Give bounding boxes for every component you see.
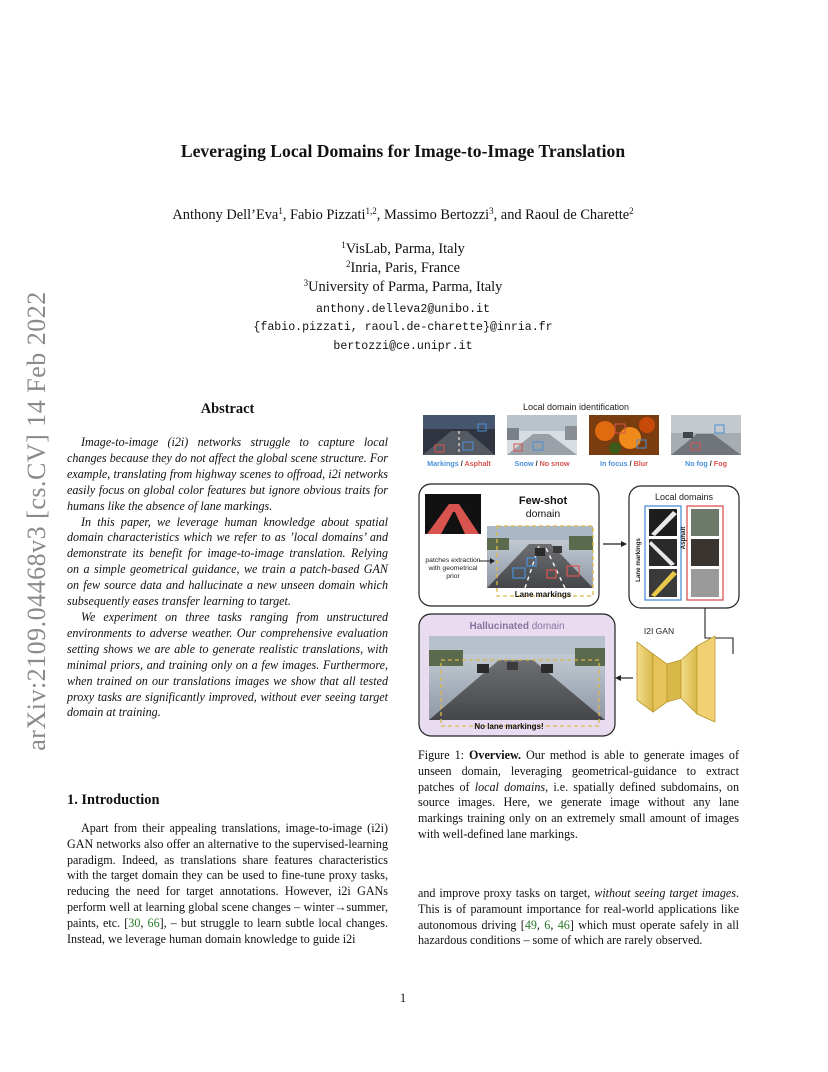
affiliation-3	[0, 279, 806, 296]
abstract-paragraph-2: In this paper, we leverage human knowledge about spatial domain characteristics which we refer to as ’local domains’ and demonstrate its benefit for image-to-image translation. Relying on a simple geometrical guidance, we train a patch-based GAN on few source data and hallucinate a new unseen domain which subsequently eases transfer learning to target.	[67, 514, 388, 609]
i2i-gan-architecture	[637, 636, 715, 722]
email-1[interactable]: anthony.delleva2@unibo.it	[316, 303, 490, 316]
caption-label: Figure 1:	[418, 748, 469, 762]
thumb-slash: /	[627, 459, 634, 468]
caption-bold: Overview.	[468, 748, 522, 762]
thumb-slash: /	[458, 459, 465, 468]
introduction-paragraph-1	[67, 821, 388, 947]
author-4-affil: 2	[629, 206, 634, 216]
intro-text-2b: . This is of paramount importance for real-world applications like autonomous driving [	[418, 886, 739, 932]
abstract-paragraph-1: Image-to-image (i2i) networks struggle to capture local changes because they do not affect the global scene structure. For example, translating from highway scenes to offroad, i2i networks easily focus on global color features but ignore obvious traits for humans like the absence of lane markings.	[67, 435, 388, 513]
thumb-label-2a: Snow	[514, 459, 534, 468]
affiliation-1-text: VisLab, Parma, Italy	[345, 241, 465, 257]
caption-text-a: Our method is able to generate images of unseen domain, leveraging geometrical-guidance to extract patches of	[418, 748, 740, 794]
figure-1-caption	[418, 748, 739, 843]
fewshot-title: Few-shot	[518, 495, 568, 507]
thumb-label-2	[514, 459, 570, 468]
affiliation-3-text: University of Parma, Parma, Italy	[308, 279, 503, 295]
patches-label-2: with geometrical	[428, 565, 478, 572]
arxiv-identifier	[21, 286, 53, 756]
thumb-label-4b: Fog	[713, 459, 727, 468]
author-2-affil: 1,2	[365, 206, 377, 216]
hallucinated-title-rest: domain	[528, 621, 565, 632]
patches-label-1: patches extraction	[425, 557, 481, 564]
thumbnail-snow	[507, 415, 577, 455]
introduction-section	[67, 792, 388, 947]
hallucinated-title	[469, 621, 564, 632]
thumb-label-4a: No fog	[685, 459, 708, 468]
patches-label-3: prior	[446, 573, 460, 580]
paper-title: Leveraging Local Domains for Image-to-Image Translation	[180, 141, 626, 161]
hallucinated-title-bold: Hallucinated	[469, 621, 529, 632]
thumbnail-focus-blur	[589, 415, 659, 455]
citation-49[interactable]: 49	[524, 917, 537, 932]
page-number: 1	[399, 991, 407, 1005]
intro-emphasis: without seeing target images	[594, 886, 736, 900]
author-3-affil: 3	[489, 206, 494, 216]
introduction-continued	[418, 886, 739, 949]
author-1: Anthony Dell’Eva	[172, 207, 279, 223]
thumb-slash: /	[533, 459, 540, 468]
caption-text-b: , i.e. spatially defined subdomains, on source images. Here, we generate image without any lane markings training only on an extremely small amount of images with well-defined lane markings.	[418, 779, 740, 841]
hallucinated-domain-box	[419, 614, 615, 736]
citation-separator: ,	[536, 917, 545, 932]
thumb-label-1b: Asphalt	[464, 459, 491, 468]
author-list	[0, 207, 806, 224]
arxiv-identifier-text: arXiv:2109.04468v3 [cs.CV] 14 Feb 2022	[22, 291, 52, 751]
thumbnail-markings-asphalt	[423, 415, 495, 455]
affiliation-1-sup: 1	[341, 240, 346, 250]
citation-6[interactable]: 6	[544, 917, 551, 932]
local-domain-vlabel-markings: Lane markings	[635, 538, 642, 582]
thumbnail-fog	[671, 415, 741, 455]
local-domain-vlabel-asphalt: Asphalt	[680, 526, 687, 550]
email-2[interactable]: {fabio.pizzati, raoul.de-charette}@inria.fr	[253, 321, 553, 334]
citation-30[interactable]: 30	[128, 915, 141, 930]
thumb-slash: /	[707, 459, 714, 468]
intro-text-1b: ], – but struggle to learn subtle local changes. Instead, we leverage human domain knowledge to guide i2i	[67, 915, 388, 946]
lane-markings-label: Lane markings	[514, 590, 572, 599]
author-1-affil: 1	[278, 206, 283, 216]
citation-separator: ,	[140, 915, 148, 930]
email-3[interactable]: bertozzi@ce.unipr.it	[333, 340, 473, 353]
affiliation-1	[0, 241, 806, 258]
affiliation-2	[0, 260, 806, 277]
abstract-heading: Abstract	[200, 401, 255, 417]
citation-46[interactable]: 46	[557, 917, 570, 932]
thumb-label-1	[427, 459, 491, 468]
introduction-heading: 1. Introduction	[67, 792, 160, 808]
abstract-paragraph-3: We experiment on three tasks ranging from unstructured environments to adverse weather. Our comprehensive evaluation setting shows we are able to generate realistic translations, with minimal priors, and training only on a few images. Furthermore, when trained on our translations images we show that all tested proxy tasks are significantly improved, without ever seeing target domain at training.	[67, 609, 388, 720]
abstract-section	[67, 401, 388, 721]
caption-emphasis: local domains	[474, 779, 546, 794]
author-3: , Massimo Bertozzi	[376, 207, 490, 223]
citation-66[interactable]: 66	[147, 915, 160, 930]
figure-1-overview	[415, 398, 745, 740]
i2i-gan-label: I2I GAN	[643, 626, 675, 636]
author-4: , and Raoul de Charette	[493, 207, 630, 223]
thumb-label-4	[685, 459, 727, 468]
thumb-label-3b: Blur	[633, 459, 648, 468]
thumb-label-3a: In focus	[600, 459, 628, 468]
thumb-label-2b: No snow	[539, 459, 570, 468]
citation-separator: ,	[550, 917, 558, 932]
thumb-label-3	[600, 459, 648, 468]
affiliation-2-text: Inria, Paris, France	[350, 260, 460, 276]
thumb-label-1a: Markings	[427, 459, 459, 468]
author-2: , Fabio Pizzati	[282, 207, 366, 223]
fewshot-subtitle: domain	[525, 508, 561, 520]
intro-text-1a: Apart from their appealing translations, image-to-image (i2i) GAN networks also offer an alternative to the supervised-learning paradigm. Indeed, as translations share features characteristics with the target domain they can be used to fine-tune proxy tasks, reducing the need for target annotations. However, i2i GANs perform well at learning global scene changes – winter→summer, paints, etc. [	[67, 821, 388, 930]
local-domains-title: Local domains	[654, 492, 714, 502]
affiliation-2-sup: 2	[346, 259, 351, 269]
intro-text-2a: and improve proxy tasks on target,	[418, 886, 595, 900]
introduction-paragraph-2	[418, 886, 739, 949]
affiliation-3-sup: 3	[303, 278, 309, 288]
local-domains-box	[629, 486, 739, 608]
figure-top-title: Local domain identification	[522, 402, 630, 412]
no-lane-markings-label: No lane markings!	[474, 722, 544, 731]
intro-text-2c: ] which must operate safely in all hazardous conditions – some of which are rarely observed.	[418, 917, 740, 948]
fewshot-domain-box	[419, 484, 599, 606]
